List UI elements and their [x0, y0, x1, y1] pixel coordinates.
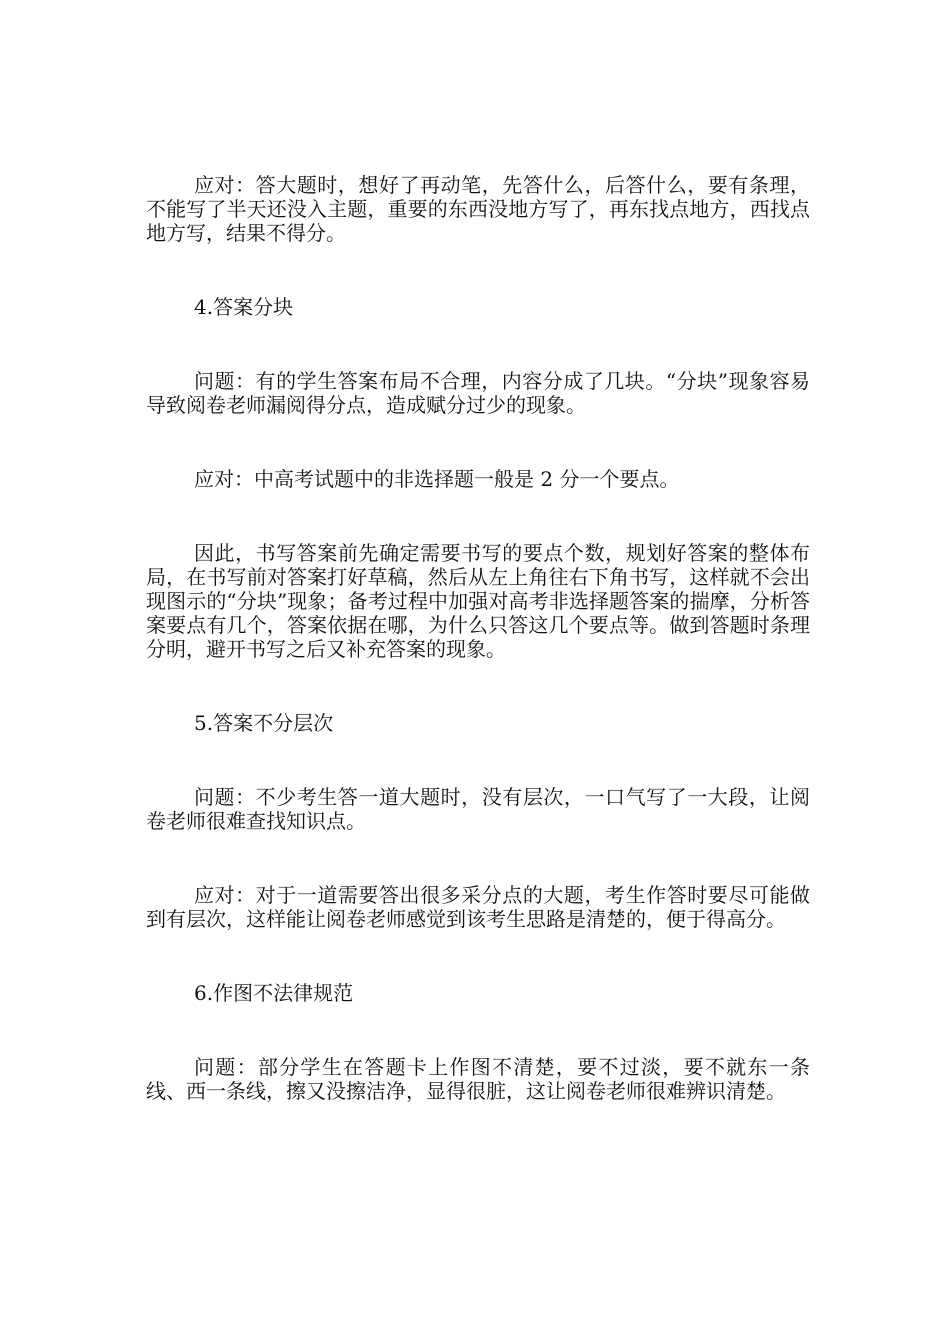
document-body: [146, 173, 810, 1103]
section-heading-5: 5.答案不分层次: [194, 711, 334, 735]
paragraph-problem-5: 问题：不少考生答一道大题时，没有层次，一口气写了一大段，让阅卷老师很难查找知识点。: [146, 785, 810, 833]
section-heading-4: 4.答案分块: [194, 295, 294, 319]
paragraph-response-4: 应对：中高考试题中的非选择题一般是 2 分一个要点。: [194, 467, 680, 491]
paragraph-problem-6: 问题：部分学生在答题卡上作图不清楚，要不过淡，要不就东一条线、西一条线，擦又没擦洁净，显得很脏，这让阅卷老师很难辨识清楚。: [146, 1055, 810, 1103]
section-heading-6: 6.作图不法律规范: [194, 981, 354, 1005]
paragraph-response-5: 应对：对于一道需要答出很多采分点的大题，考生作答时要尽可能做到有层次，这样能让阅卷老师感觉到该考生思路是清楚的，便于得高分。: [146, 883, 810, 931]
paragraph-response-long-answer: 应对：答大题时，想好了再动笔，先答什么，后答什么，要有条理，不能写了半天还没入主题，重要的东西没地方写了，再东找点地方，西找点地方写，结果不得分。: [146, 173, 810, 245]
paragraph-problem-4: 问题：有的学生答案布局不合理，内容分成了几块。“分块”现象容易导致阅卷老师漏阅得分点，造成赋分过少的现象。: [146, 369, 810, 417]
paragraph-therefore-4: 因此，书写答案前先确定需要书写的要点个数，规划好答案的整体布局，在书写前对答案打好草稿，然后从左上角往右下角书写，这样就不会出现图示的“分块”现象；备考过程中加强对高考非选择题答案的揣摩，分析答案要点有几个，答案依据在哪，为什么只答这几个要点等。做到答题时条理分明，避开书写之后又补充答案的现象。: [146, 541, 810, 661]
